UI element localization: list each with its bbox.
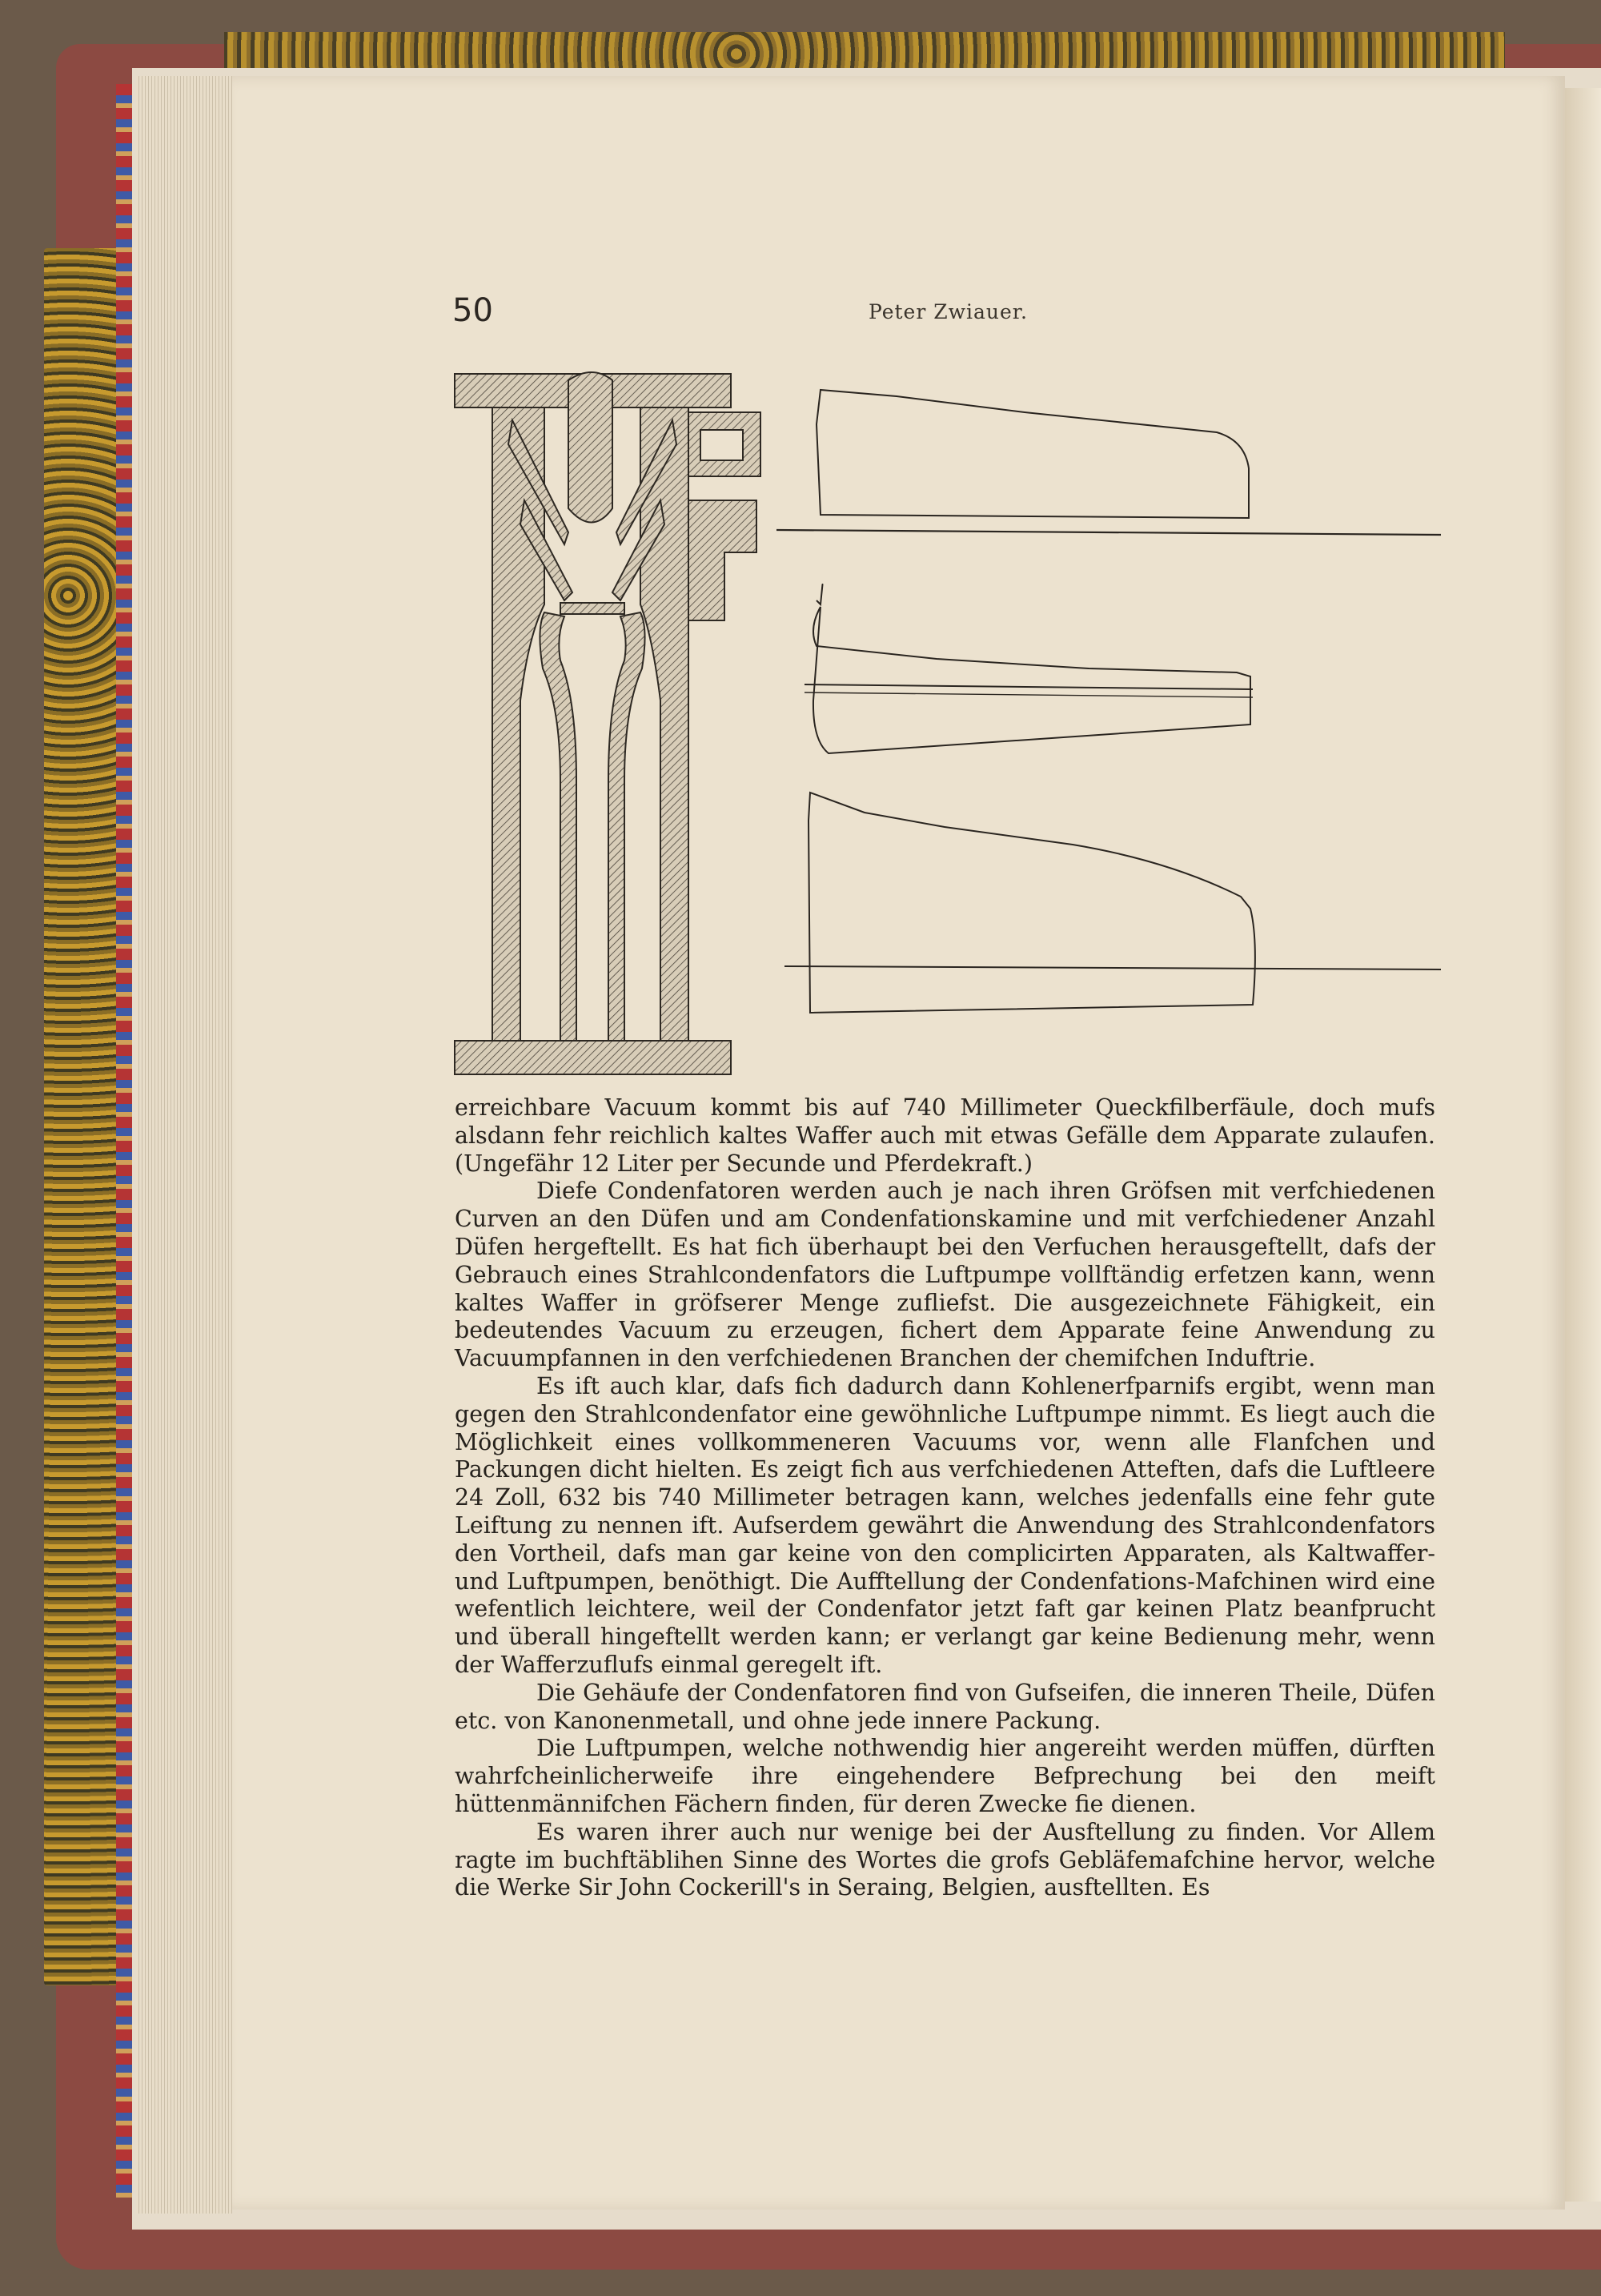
paragraph: Diefe Condenfatoren werden auch je nach ihren Gröfsen mit verfchiedenen Curven an den Düfen und am Condenfationskamine und mit verfchiedener Anzahl Düfen hergeftellt. Es hat fich überhaupt bei den Verfuchen herausgeftellt, dafs der Gebrauch eines Strahlcondenfators die Luftpumpe vollftändig erfetzen kann, wenn kaltes Waffer in gröfserer Menge zufliefst. Die ausgezeichnete Fähigkeit, ein bedeutendes Vacuum zu erzeugen, fichert dem Apparate feine Anwendung zu Vacuumpfannen in den verfchiedenen Branchen der chemifchen Induftrie. bbox=[455, 1178, 1435, 1372]
condenser-figure bbox=[448, 364, 1449, 1085]
paragraph: Es waren ihrer auch nur wenige bei der Ausftellung zu finden. Vor Allem ragte im buchftäblihen Sinne des Wortes die grofs Gebläfemafchine hervor, welche die Werke Sir John Cockerill's in Seraing, Belgien, ausftellten. Es bbox=[455, 1818, 1435, 1901]
right-casing-wall bbox=[640, 407, 688, 1041]
stacked-page-edges bbox=[136, 76, 232, 2214]
throat-ring bbox=[560, 603, 624, 614]
profile-curves bbox=[776, 390, 1441, 1013]
page-header bbox=[452, 292, 1445, 332]
profile-axis-1 bbox=[776, 530, 1441, 535]
profile-axis-2b bbox=[805, 692, 1253, 697]
bottom-flange bbox=[455, 1041, 731, 1074]
central-cone bbox=[568, 372, 612, 523]
profile-curve-3 bbox=[809, 793, 1255, 1013]
right-throat-wall bbox=[608, 612, 645, 1041]
profile-axis-2 bbox=[805, 684, 1253, 689]
left-casing-wall bbox=[492, 407, 544, 1041]
profile-curve-1 bbox=[817, 390, 1249, 518]
running-head: Peter Zwiauer. bbox=[869, 300, 1028, 323]
left-throat-wall bbox=[540, 612, 576, 1041]
page-number: 50 bbox=[452, 292, 493, 329]
profile-axis-3 bbox=[784, 966, 1441, 969]
marbled-endpaper-left bbox=[44, 248, 124, 1985]
profile-curve-2 bbox=[813, 584, 1250, 753]
lower-inlet-branch bbox=[688, 500, 756, 620]
condenser-cross-section bbox=[455, 372, 760, 1074]
paragraph: Es ift auch klar, dafs fich dadurch dann Kohlenerfparnifs ergibt, wenn man gegen den Strahlcondenfator eine gewöhnliche Luftpumpe nimmt. Es liegt auch die Möglichkeit eines vollkommeneren Vacuums vor, wenn alle Flanfchen und Packungen dicht hielten. Es zeigt fich aus verfchiedenen Atteften, dafs die Luftleere 24 Zoll, 632 bis 740 Millimeter betragen kann, welches jedenfalls eine fehr gute Leiftung zu nennen ift. Aufserdem gewährt die Anwendung des Strahlcondenfators den Vortheil, dafs man gar keine von den complicirten Apparaten, als Kaltwaffer- und Luftpumpen, benöthigt. Die Aufftellung der Condenfations-Mafchinen wird eine wefentlich leichtere, weil der Condenfator jetzt faft gar keinen Platz beanfprucht und überall hingeftellt werden kann; er verlangt gar keine Bedienung mehr, wenn der Wafferzuflufs einmal geregelt ift. bbox=[455, 1372, 1435, 1678]
facing-page-edge bbox=[1565, 88, 1601, 2202]
body-text bbox=[455, 1094, 1435, 1902]
paragraph: Die Gehäufe der Condenfatoren find von Gufseifen, die inneren Theile, Düfen etc. von Kanonenmetall, und ohne jede innere Packung. bbox=[455, 1679, 1435, 1734]
paragraph: erreichbare Vacuum kommt bis auf 740 Millimeter Queckfilberfäule, doch mufs alsdann fehr reichlich kaltes Waffer auch mit etwas Gefälle dem Apparate zulaufen. (Ungefähr 12 Liter per Secunde und Pferdekraft.) bbox=[455, 1094, 1435, 1177]
paragraph: Die Luftpumpen, welche nothwendig hier angereiht werden müffen, dürften wahrfcheinlicherweife ihre eingehendere Befprechung bei den meift hüttenmännifchen Fächern finden, für deren Zwecke fie dienen. bbox=[455, 1735, 1435, 1817]
